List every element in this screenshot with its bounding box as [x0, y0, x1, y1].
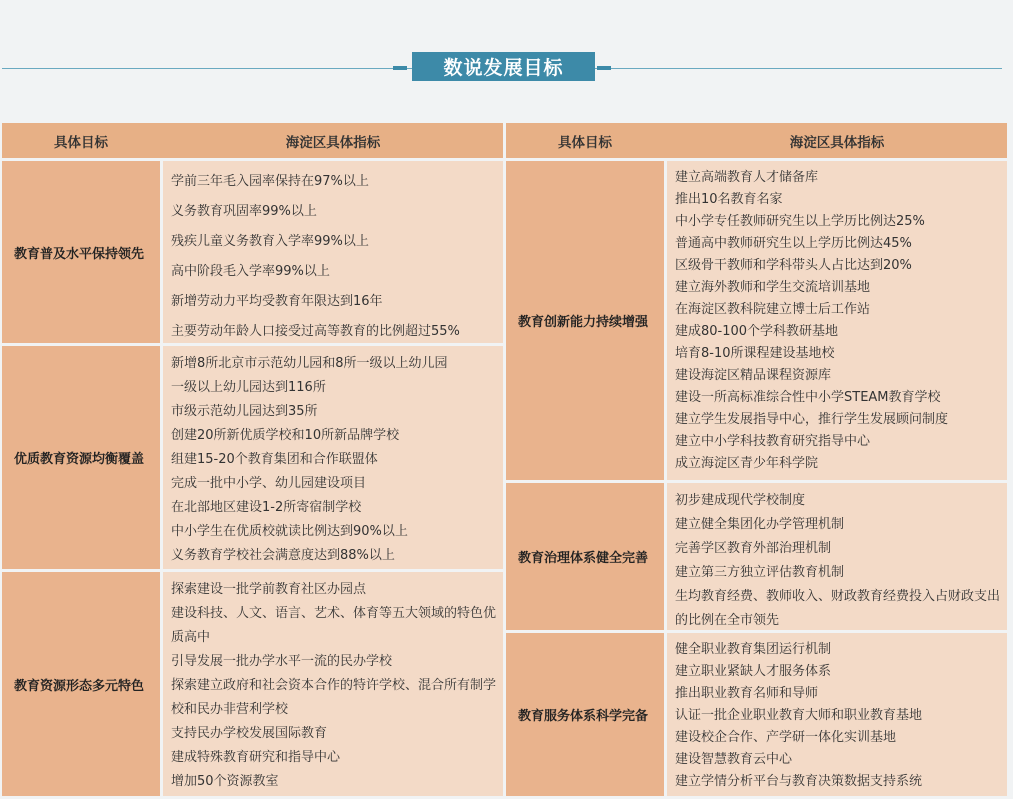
goal-label: 教育服务体系科学完备: [506, 633, 664, 796]
indicator-list: [163, 572, 503, 796]
goal-row: [506, 483, 1007, 630]
indicator-list: [163, 346, 503, 569]
indicator-list: [667, 633, 1007, 796]
goal-column-header: 具体目标: [54, 134, 108, 151]
indicator-item: 普通高中教师研究生以上学历比例达45%: [675, 236, 912, 251]
indicator-item: 引导发展一批办学水平一流的民办学校: [171, 654, 393, 669]
indicator-item: 学前三年毛入园率保持在97%以上: [171, 174, 369, 189]
left-table: [2, 123, 503, 796]
indicator-item: 推出职业教育名师和导师: [675, 686, 819, 701]
indicator-item: 建设校企合作、产学研一体化实训基地: [675, 730, 897, 745]
indicator-item: 建立学情分析平台与教育决策数据支持系统: [675, 774, 923, 789]
indicator-item: 认证一批企业职业教育大师和职业教育基地: [675, 708, 923, 723]
indicator-list: [163, 161, 503, 343]
indicator-item: 建立学生发展指导中心，推行学生发展顾问制度: [675, 412, 949, 427]
indicator-item: 一级以上幼儿园达到116所: [171, 380, 326, 395]
indicator-item: 中小学专任教师研究生以上学历比例达25%: [675, 214, 925, 229]
indicator-item: 义务教育学校社会满意度达到88%以上: [171, 548, 395, 563]
indicator-item: 建成特殊教育研究和指导中心: [171, 750, 341, 765]
table-header: [2, 123, 503, 158]
indicator-column-header: 海淀区具体指标: [789, 134, 885, 151]
goal-label: 教育创新能力持续增强: [506, 161, 664, 480]
right-table: [506, 123, 1007, 796]
goal-label: 教育资源形态多元特色: [2, 572, 160, 796]
indicator-item: 区级骨干教师和学科带头人占比达到20%: [675, 258, 912, 273]
indicator-item: 探索建立政府和社会资本合作的特许学校、混合所有制学校和民办非营利学校: [171, 678, 497, 717]
page-title: 数说发展目标: [412, 52, 595, 81]
indicator-item: 在北部地区建设1-2所寄宿制学校: [171, 500, 362, 515]
indicator-item: 中小学生在优质校就读比例达到90%以上: [171, 524, 408, 539]
indicator-item: 主要劳动年龄人口接受过高等教育的比例超过55%: [171, 324, 460, 339]
goal-label: 教育普及水平保持领先: [2, 161, 160, 343]
indicator-item: 完成一批中小学、幼儿园建设项目: [171, 476, 367, 491]
indicator-list: [667, 483, 1007, 630]
indicator-item: 建立海外教师和学生交流培训基地: [675, 280, 871, 295]
indicator-item: 建立第三方独立评估教育机制: [675, 565, 845, 580]
goal-row: [506, 633, 1007, 796]
indicator-item: 推出10名教育名家: [675, 192, 783, 207]
goal-label: 教育治理体系健全完善: [506, 483, 664, 630]
goal-column-header: 具体目标: [558, 134, 612, 151]
indicator-item: 培育8-10所课程建设基地校: [675, 346, 835, 361]
indicator-item: 完善学区教育外部治理机制: [675, 541, 832, 556]
goal-row: [2, 346, 503, 569]
indicator-item: 增加50个资源教室: [171, 774, 279, 789]
indicator-item: 组建15-20个教育集团和合作联盟体: [171, 452, 378, 467]
indicator-item: 在海淀区教科院建立博士后工作站: [675, 302, 871, 317]
indicator-item: 新增8所北京市示范幼儿园和8所一级以上幼儿园: [171, 356, 448, 371]
indicator-list: [667, 161, 1007, 480]
indicator-item: 生均教育经费、教师收入、财政教育经费投入占财政支出的比例在全市领先: [675, 589, 1001, 628]
title-accent-right: [597, 66, 611, 70]
indicator-item: 探索建设一批学前教育社区办园点: [171, 582, 367, 597]
indicator-item: 新增劳动力平均受教育年限达到16年: [171, 294, 383, 309]
goal-label: 优质教育资源均衡覆盖: [2, 346, 160, 569]
indicator-item: 建立中小学科技教育研究指导中心: [675, 434, 871, 449]
indicator-item: 市级示范幼儿园达到35所: [171, 404, 318, 419]
indicator-item: 成立海淀区青少年科学院: [675, 456, 819, 471]
goal-row: [2, 572, 503, 796]
indicator-item: 建成80-100个学科教研基地: [675, 324, 839, 339]
title-accent-left: [393, 66, 407, 70]
indicator-item: 建设海淀区精品课程资源库: [675, 368, 832, 383]
indicator-item: 建设智慧教育云中心: [675, 752, 793, 767]
indicator-item: 初步建成现代学校制度: [675, 493, 806, 508]
indicator-item: 建设科技、人文、语言、艺术、体育等五大领域的特色优质高中: [171, 606, 497, 645]
table-header: [506, 123, 1007, 158]
indicator-column-header: 海淀区具体指标: [285, 134, 381, 151]
indicator-item: 残疾儿童义务教育入学率99%以上: [171, 234, 369, 249]
goal-row: [506, 161, 1007, 480]
indicator-item: 健全职业教育集团运行机制: [675, 642, 832, 657]
indicator-item: 建立健全集团化办学管理机制: [675, 517, 845, 532]
indicator-item: 建设一所高标准综合性中小学STEAM教育学校: [675, 390, 941, 405]
indicator-item: 建立职业紧缺人才服务体系: [675, 664, 832, 679]
indicator-item: 创建20所新优质学校和10所新品牌学校: [171, 428, 400, 443]
goal-row: [2, 161, 503, 343]
indicator-item: 高中阶段毛入学率99%以上: [171, 264, 330, 279]
indicator-item: 支持民办学校发展国际教育: [171, 726, 328, 741]
indicator-item: 建立高端教育人才储备库: [675, 170, 819, 185]
indicator-item: 义务教育巩固率99%以上: [171, 204, 317, 219]
